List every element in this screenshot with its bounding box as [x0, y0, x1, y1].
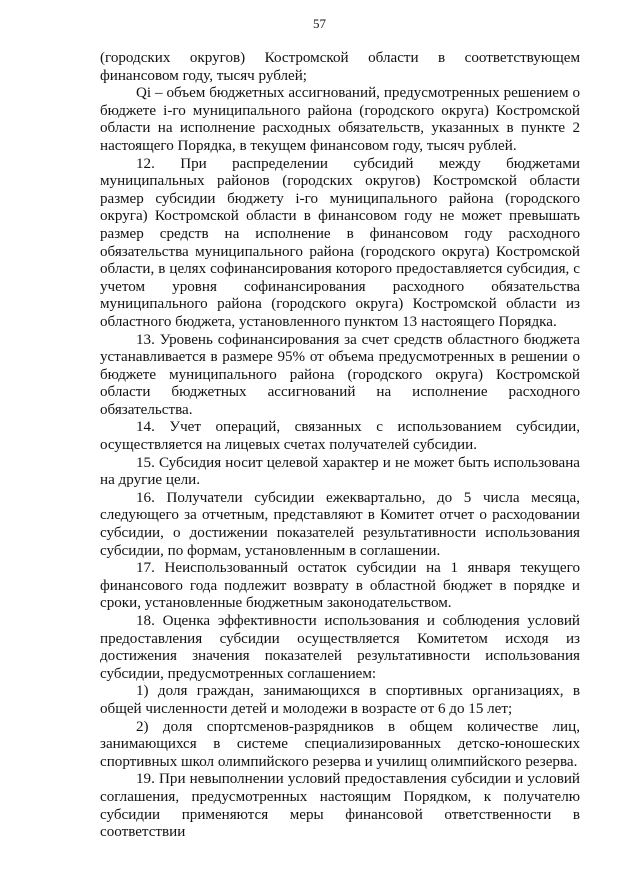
page-number: 57 — [313, 16, 326, 31]
paragraph-item-19: 19. При невыполнении условий предоставления субсидии и условий соглашения, предусмотренных настоящим Порядком, к получателю субсидии применяются меры финансовой ответственности в соответствии — [100, 771, 580, 841]
paragraph-subitem-2: 2) доля спортсменов-разрядников в общем количестве лиц, занимающихся в системе специализированных детско-юношеских спортивных школ олимпийского резерва и училищ олимпийского резерва. — [100, 718, 580, 770]
paragraph-item-15: 15. Субсидия носит целевой характер и не может быть использована на другие цели. — [100, 454, 580, 489]
paragraph-item-17: 17. Неиспользованный остаток субсидии на 1 января текущего финансового года подлежит возврату в областной бюджет в порядке и сроки, установленные бюджетным законодательством. — [100, 560, 580, 612]
paragraph-item-18: 18. Оценка эффективности использования и соблюдения условий предоставления субсидии осуществляется Комитетом исходя из достижения значения показателей результативности использования субсидии, предусмотренных соглашением: — [100, 613, 580, 682]
paragraph-subitem-1: 1) доля граждан, занимающихся в спортивных организациях, в общей численности детей и молодежи в возрасте от 6 до 15 лет; — [100, 683, 580, 717]
paragraph-item-12: 12. При распределении субсидий между бюджетами муниципальных районов (городских округов) Костромской области размер субсидии бюджету i-го муниципального района (городского округа) Костромской области в финансовом году не может превышать размер средств на исполнение в финансовом году расходного обязательства муниципального района (городского округа) Костромской области, в целях софинансирования которого предоставляется субсидия, с учетом уровня софинансирования расходного обязательства муниципального района (городского округа) Костромской области из областного бюджета, установленного пунктом 13 настоящего Порядка. — [100, 155, 580, 330]
paragraph-item-16: 16. Получатели субсидии ежеквартально, до 5 числа месяца, следующего за отчетным, представляют в Комитет отчет о расходовании субсидии, о достижении показателей результативности использования субсидии, по формам, установленным в соглашении. — [100, 489, 580, 559]
paragraph-qi-definition: Qi – объем бюджетных ассигнований, предусмотренных решением о бюджете i-го муниципального района (городского округа) Костромской области на исполнение расходных обязательств, указанных в пункте 2 настоящего Порядка, в текущем финансовом году, тысяч рублей. — [100, 85, 580, 154]
paragraph-item-13: 13. Уровень софинансирования за счет средств областного бюджета устанавливается в размере 95% от объема предусмотренных в решении о бюджете муниципального района (городского округа) Костромской области бюджетных ассигнований на исполнение расходного обязательства. — [100, 331, 580, 418]
paragraph-item-14: 14. Учет операций, связанных с использованием субсидии, осуществляется на лицевых счетах получателей субсидии. — [100, 419, 580, 454]
paragraph-continuation: (городских округов) Костромской области в соответствующем финансовом году, тысяч рублей; — [100, 50, 580, 84]
document-body — [100, 50, 580, 842]
